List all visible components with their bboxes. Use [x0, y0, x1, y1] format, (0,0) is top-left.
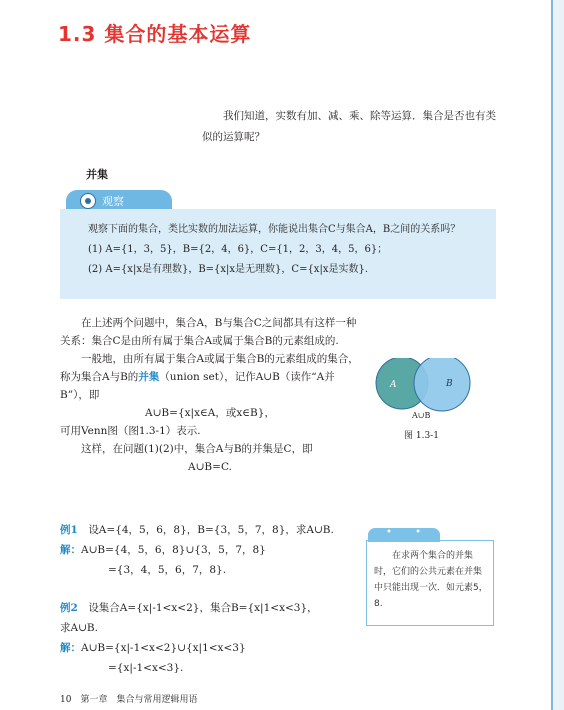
intro-text: 我们知道，实数有加、减、乘、除等运算．集合是否也有类似的运算呢？ — [202, 110, 496, 143]
paragraph-4: 这样，在问题(1)(2)中，集合A与B的并集是C，即 — [81, 443, 313, 455]
observe-content — [68, 220, 492, 280]
example-1 — [60, 520, 334, 580]
paragraph-1: 在上述两个问题中，集合A，B与集合C之间都具有这样一种关系：集合C是由所有属于集合A或属于集合B的元素组成的. — [60, 317, 357, 347]
section-title: 1.3 集合的基本运算 — [58, 22, 252, 46]
observe-item-1: (1) A={1，3，5}，B={2，4，6}，C={1，2，3，4，5，6}； — [88, 244, 388, 255]
example-2-solution-label: 解： — [60, 642, 81, 654]
note-dots: • • • — [386, 527, 461, 538]
example-2-line-1: A∪B={x|-1<x<2}∪{x|1<x<3} — [81, 642, 246, 654]
paragraph-2-end: （union set），记作A∪B（读作“A并B”），即 — [60, 371, 335, 401]
observe-label: 观察 — [102, 195, 124, 208]
venn-label-union: A∪B — [412, 411, 431, 420]
example-2-line-2: ={x|-1<x<3}. — [108, 662, 184, 674]
example-2-question-cont: 求A∪B. — [60, 622, 98, 634]
example-1-line-1: A∪B={4，5，6，8}∪{3，5，7，8} — [81, 544, 266, 556]
venn-label-b: B — [446, 379, 453, 389]
page-number: 10 — [60, 695, 72, 705]
subsection-title: 并集 — [86, 168, 108, 181]
venn-diagram — [368, 358, 488, 420]
figure-caption: 图 1.3-1 — [404, 431, 439, 441]
intro-paragraph — [202, 106, 502, 148]
paragraph-3: 可用Venn图（图1.3-1）表示. — [60, 425, 201, 437]
example-1-label: 例1 — [60, 524, 78, 536]
paragraph-2 — [60, 350, 360, 404]
page-edge-bar — [551, 0, 564, 710]
note-content — [374, 548, 490, 612]
observe-item-2: (2) A={x|x是有理数}，B={x|x是无理数}，C={x|x是实数}. — [88, 264, 368, 275]
example-2-label: 例2 — [60, 602, 78, 614]
page-footer — [60, 692, 197, 705]
union-formula: A∪B={x|x∈A，或x∈B}， — [145, 407, 275, 419]
venn-circle-b — [414, 358, 470, 411]
example-1-question: 设A={4，5，6，8}，B={3，5，7，8}，求A∪B. — [88, 524, 334, 536]
observe-prompt: 观察下面的集合，类比实数的加法运算，你能说出集合C与集合A，B之间的关系吗？ — [88, 224, 461, 235]
chapter-title: 第一章 集合与常用逻辑用语 — [80, 695, 198, 705]
note-text: 在求两个集合的并集时，它们的公共元素在并集中只能出现一次．如元素5，8. — [374, 551, 488, 609]
paragraph-4-formula: A∪B=C. — [188, 461, 232, 473]
example-2-question: 设集合A={x|-1<x<2}，集合B={x|1<x<3}， — [88, 602, 318, 614]
example-2 — [60, 598, 318, 678]
union-explanation — [60, 314, 360, 476]
venn-label-a: A — [390, 380, 397, 390]
example-1-line-2: ={3，4，5，6，7，8}. — [108, 564, 227, 576]
union-set-term: 并集 — [138, 371, 160, 383]
example-1-solution-label: 解： — [60, 544, 81, 556]
eye-icon — [80, 193, 96, 209]
paragraph-2-start: 一般地，由所有属于集合A或属于集合B的元素组成的集合，称为集合A与B的 — [60, 353, 359, 383]
